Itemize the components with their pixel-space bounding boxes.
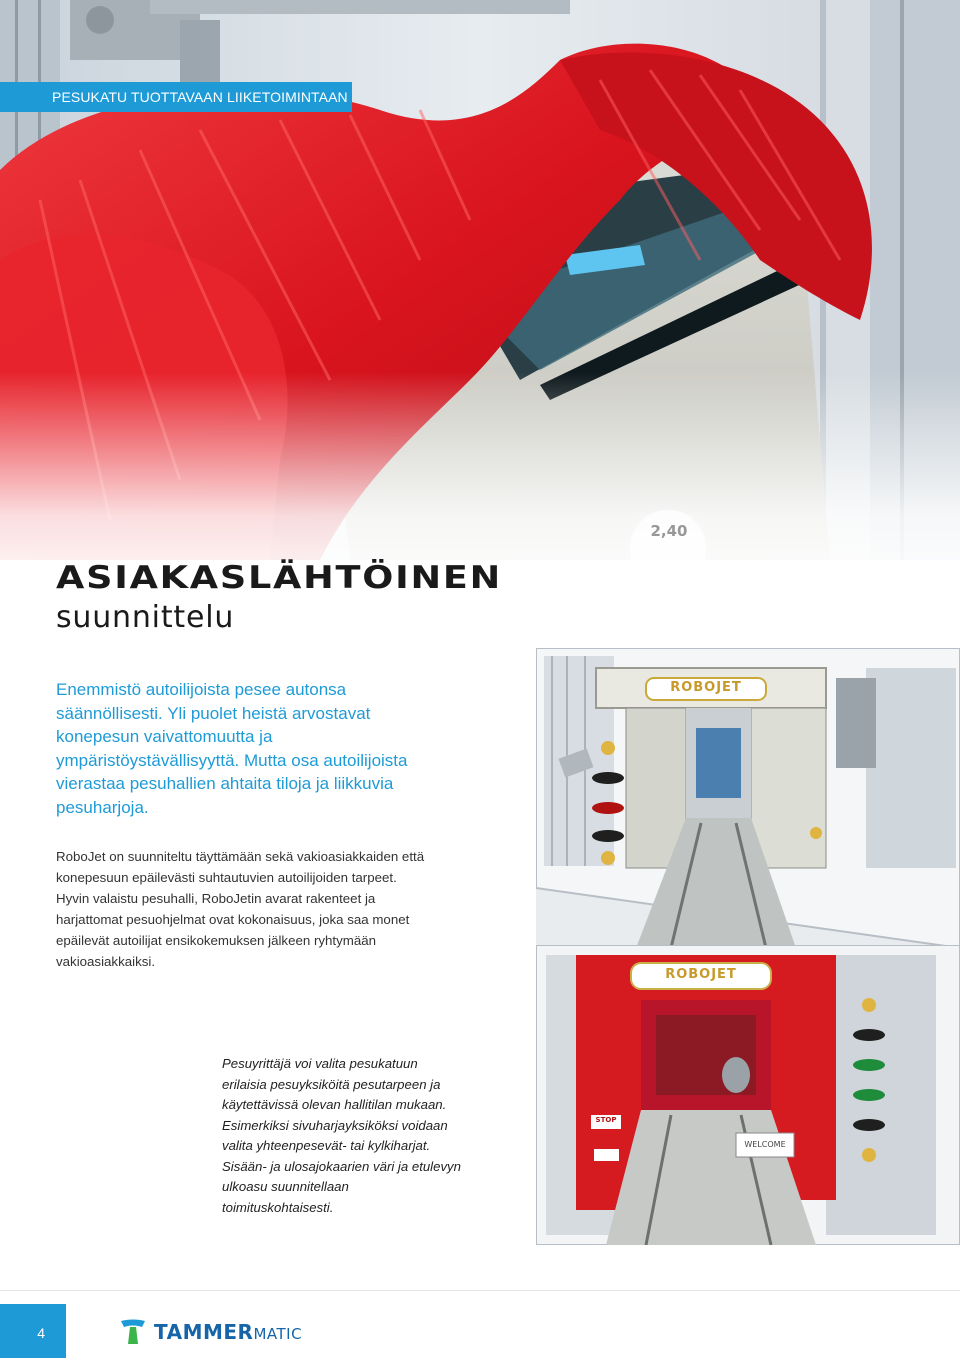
robojet-sign-2: ROBOJET xyxy=(665,967,737,982)
lead-paragraph: Enemmistö autoilijoista pesee autonsa säännöllisesti. Yli puolet heistä arvostavat konepesun vaivattomuutta ja ympäristöystävällisyyttä. Mutta osa autoilijoista vierastaa pesuhallien ahtaita tiloja ja liikkuvia pesuharjoja. xyxy=(56,680,408,817)
title-line-1: ASIAKASLÄHTÖINEN xyxy=(56,560,503,596)
page-title xyxy=(56,560,503,635)
welcome-sign: WELCOME xyxy=(744,1140,786,1149)
robojet-sign-1: ROBOJET xyxy=(670,680,742,695)
height-sign: 2,40 xyxy=(650,522,688,540)
logo-main-text: TAMMER xyxy=(154,1320,254,1344)
tammermatic-logo xyxy=(118,1310,302,1354)
tammermatic-logo-icon xyxy=(118,1317,148,1347)
title-line-2: suunnittelu xyxy=(56,600,235,635)
footer-divider xyxy=(0,1290,960,1291)
robojet-red-photo xyxy=(536,945,960,1245)
section-banner: PESUKATU TUOTTAVAAN LIIKETOIMINTAAN xyxy=(0,82,352,112)
photo-caption: Pesuyrittäjä voi valita pesukatuun erilaisia pesuyksiköitä pesutarpeen ja käytettävissä olevan hallitilan mukaan. Esimerkiksi sivuharjayksiköksi voidaan valita yhteenpesevät- tai kylkiharjat. Sisään- ja ulosajokaarien väri ja etulevyn ulkoasu suunnitellaan toimituskohtaisesti. xyxy=(222,1056,461,1215)
stop-sign: STOP xyxy=(595,1116,617,1124)
body-paragraph: RoboJet on suunniteltu täyttämään sekä vakioasiakkaiden että konepesuun epäilevästi suhtautuvien autoilijoiden tarpeet. Hyvin valaistu pesuhalli, RoboJetin avarat rakenteet ja harjattomat pesuohjelmat ovat kokonaisuus, joka saa monet epäilevät autoilijat ensikokemuksen jälkeen ryhtymään vakioasiakkaiksi. xyxy=(56,849,425,969)
logo-sub-text: MATIC xyxy=(253,1325,303,1343)
page-number: 4 xyxy=(0,1304,66,1358)
robojet-grey-photo xyxy=(536,648,960,948)
